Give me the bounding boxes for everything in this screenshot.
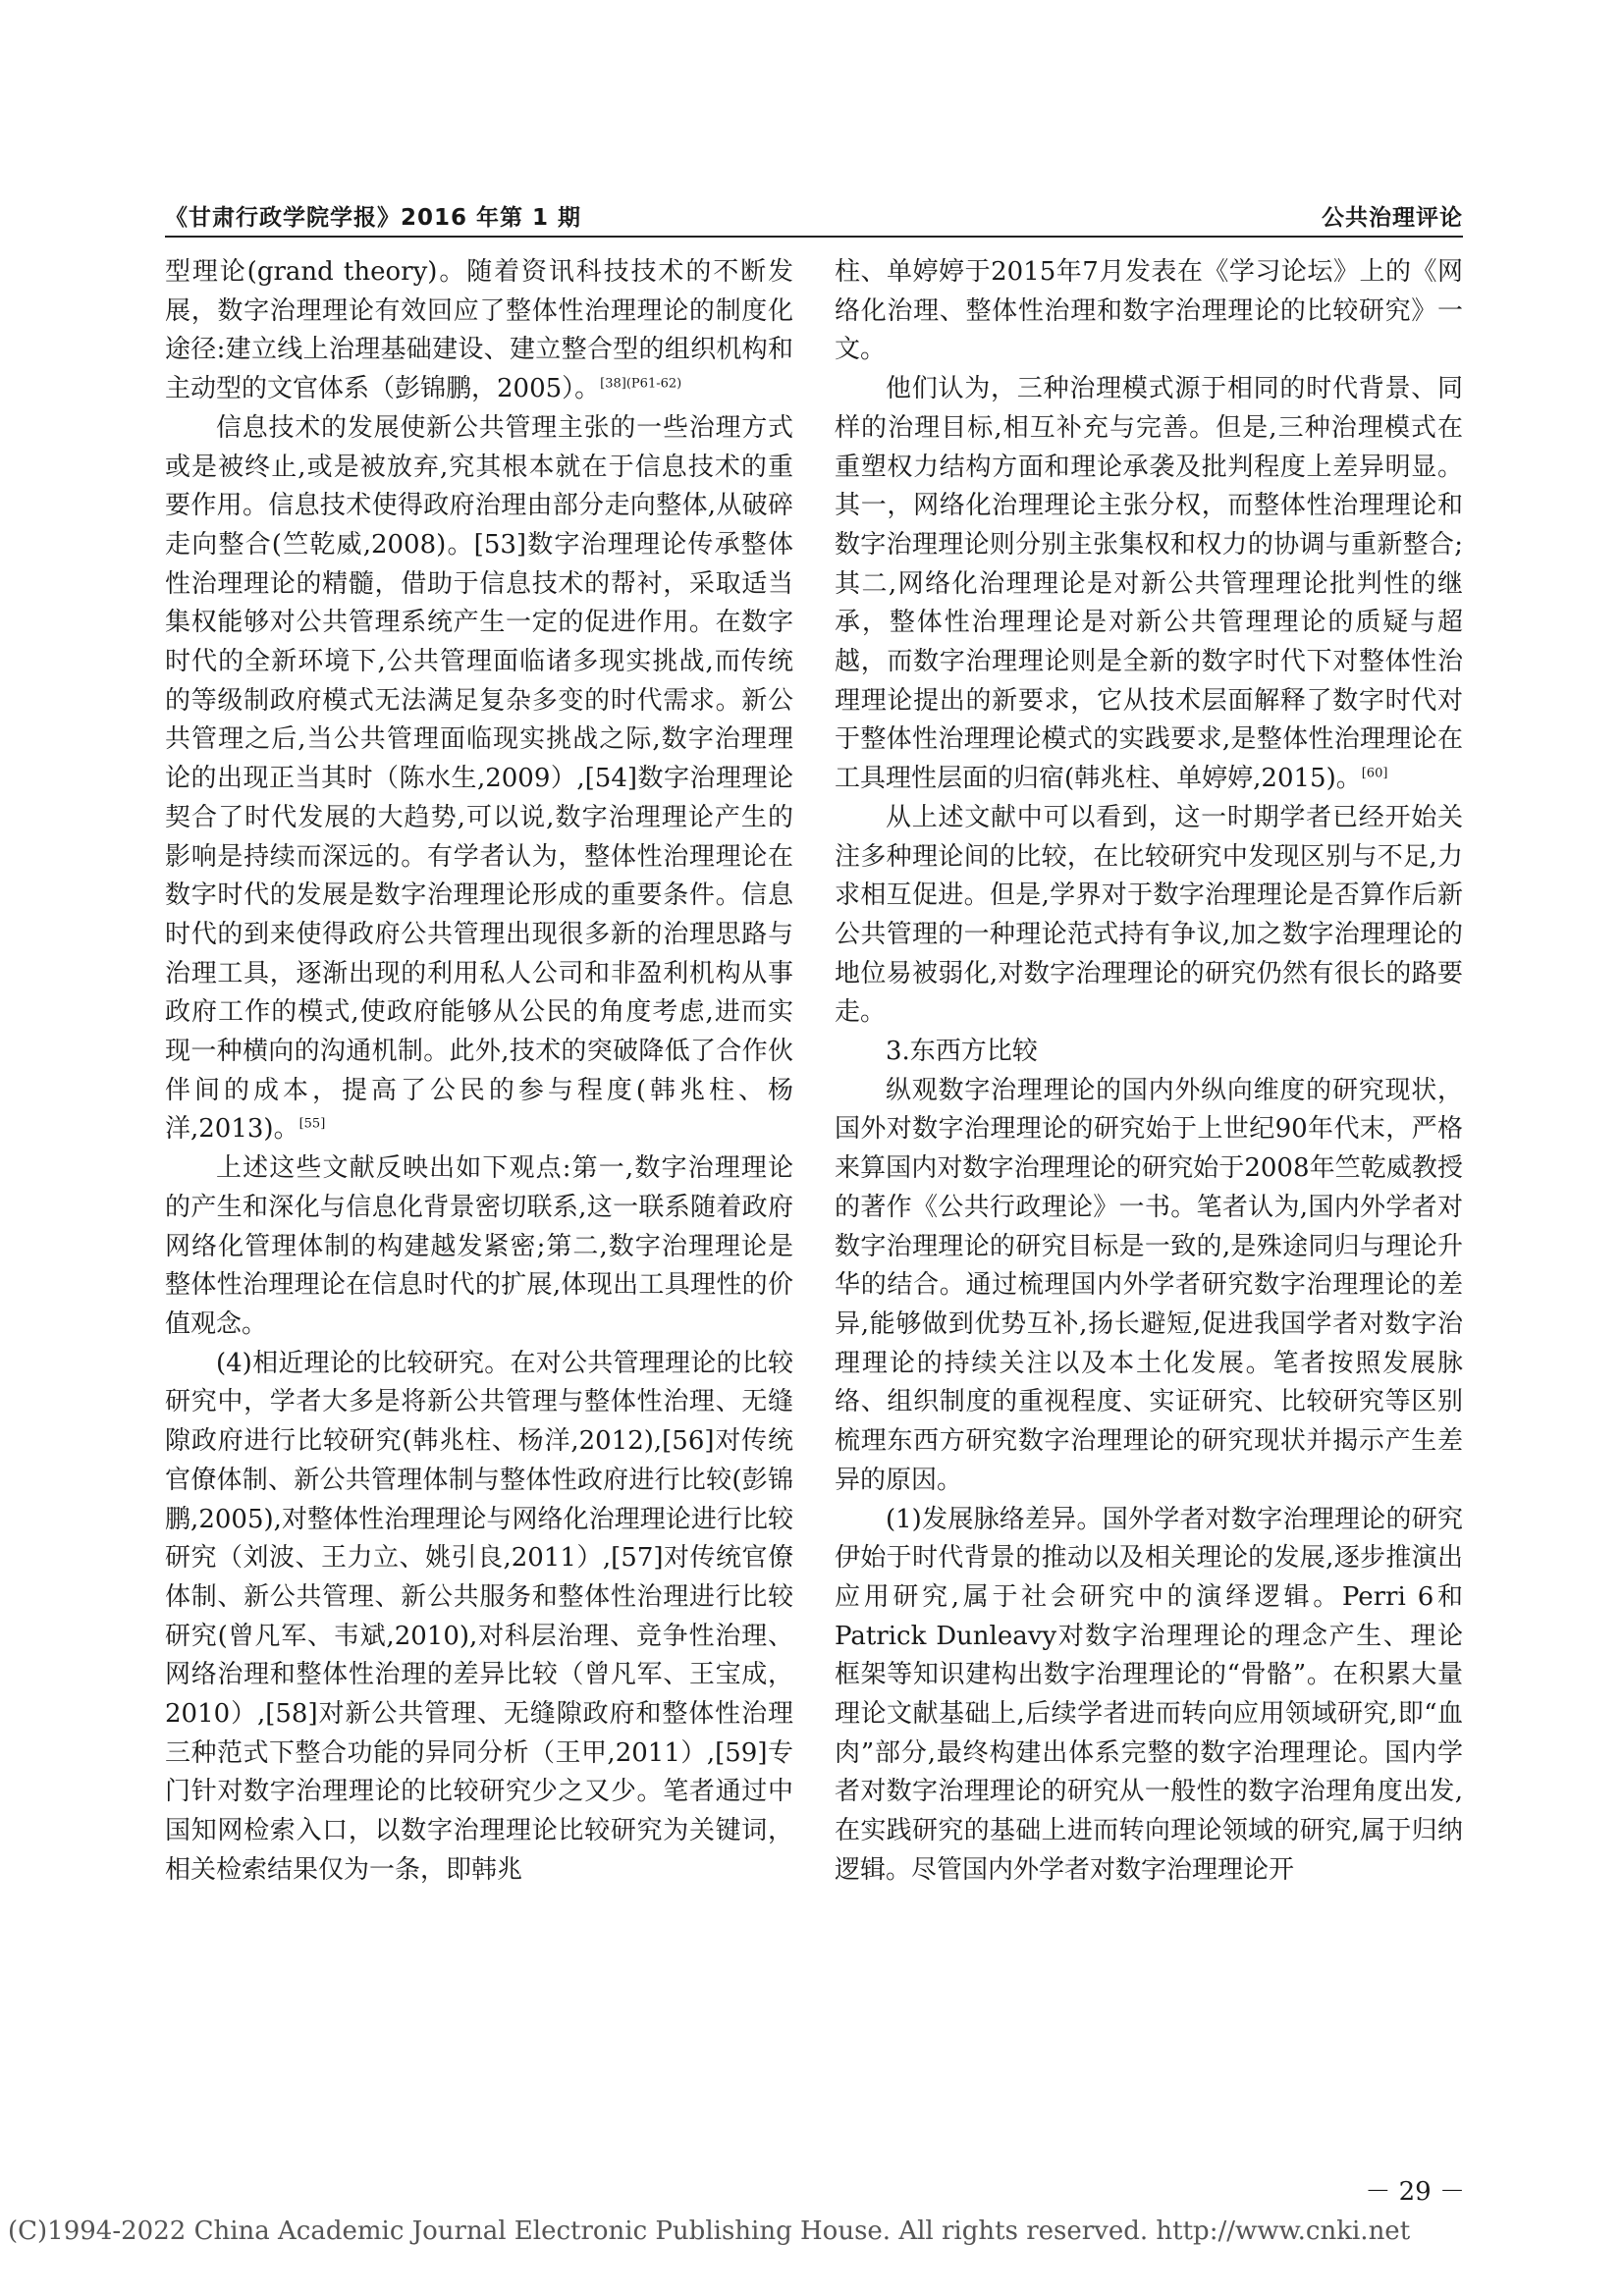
section-title: 公共治理评论 <box>1322 205 1463 231</box>
paragraph: 从上述文献中可以看到，这一时期学者已经开始关注多种理论间的比较，在比较研究中发现区别与不足,力求相互促进。但是,学界对于数字治理理论是否算作后新公共管理的一种理论范式持有争议,加之数字治理理论的地位易被弱化,对数字治理理论的研究仍然有很长的路要走。 <box>835 802 1463 1028</box>
left-column <box>165 253 793 1891</box>
journal-title: 《甘肃行政学院学报》2016 年第 1 期 <box>165 205 582 231</box>
paragraph: 上述这些文献反映出如下观点:第一,数字治理理论的产生和深化与信息化背景密切联系,这一联系随着政府网络化管理体制的构建越发紧密;第二,数字治理理论是整体性治理理论在信息时代的扩展,体现出工具理性的价值观念。 <box>165 1153 793 1339</box>
section-heading: 3.东西方比较 <box>886 1037 1038 1067</box>
right-column <box>835 253 1463 1891</box>
paragraph: 柱、单婷婷于2015年7月发表在《学习论坛》上的《网络化治理、整体性治理和数字治理理论的比较研究》一文。 <box>835 257 1463 365</box>
paragraph: 信息技术的发展使新公共管理主张的一些治理方式或是被终止,或是被放弃,究其根本就在于信息技术的重要作用。信息技术使得政府治理由部分走向整体,从破碎走向整合(竺乾威,2008)。[53]数字治理理论传承整体性治理理论的精髓，借助于信息技术的帮衬，采取适当集权能够对公共管理系统产生一定的促进作用。在数字时代的全新环境下,公共管理面临诸多现实挑战,而传统的等级制政府模式无法满足复杂多变的时代需求。新公共管理之后,当公共管理面临现实挑战之际,数字治理理论的出现正当其时（陈水生,2009）,[54]数字治理理论契合了时代发展的大趋势,可以说,数字治理理论产生的影响是持续而深远的。有学者认为，整体性治理理论在数字时代的发展是数字治理理论形成的重要条件。信息时代的到来使得政府公共管理出现很多新的治理思路与治理工具，逐渐出现的利用私人公司和非盈利机构从事政府工作的模式,使政府能够从公民的角度考虑,进而实现一种横向的沟通机制。此外,技术的突破降低了合作伙伴间的成本，提高了公民的参与程度(韩兆柱、杨洋,2013)。[55] <box>165 412 793 1145</box>
paragraph: 型理论(grand theory)。随着资讯科技技术的不断发展，数字治理理论有效回应了整体性治理理论的制度化途径:建立线上治理基础建设、建立整合型的组织机构和主动型的文官体系（彭锦鹏，2005）。$^{[38](P61-62)}$ <box>165 257 793 404</box>
copyright-footer: (C)1994-2022 China Academic Journal Electronic Publishing House. All rights reserved. http://www.cnki.net <box>8 2216 1411 2246</box>
page-number: － 29 － <box>1365 2177 1465 2207</box>
running-header <box>165 192 1463 232</box>
paragraph: 纵观数字治理理论的国内外纵向维度的研究现状，国外对数字治理理论的研究始于上世纪90年代末，严格来算国内对数字治理理论的研究始于2008年竺乾威教授的著作《公共行政理论》一书。笔者认为,国内外学者对数字治理理论的研究目标是一致的,是殊途同归与理论升华的结合。通过梳理国内外学者研究数字治理理论的差异,能够做到优势互补,扬长避短,促进我国学者对数字治理理论的持续关注以及本土化发展。笔者按照发展脉络、组织制度的重视程度、实证研究、比较研究等区别梳理东西方研究数字治理理论的研究现状并揭示产生差异的原因。 <box>835 1075 1463 1495</box>
header-rule <box>165 236 1463 238</box>
paragraph: (1)发展脉络差异。国外学者对数字治理理论的研究伊始于时代背景的推动以及相关理论的发展,逐步推演出应用研究,属于社会研究中的演绎逻辑。Perri 6和Patrick Dunleavy对数字治理理论的理念产生、理论框架等知识建构出数字治理理论的“骨骼”。在积累大量理论文献基础上,后续学者进而转向应用领域研究,即“血肉”部分,最终构建出体系完整的数字治理理论。国内学者对数字治理理论的研究从一般性的数字治理角度出发,在实践研究的基础上进而转向理论领域的研究,属于归纳逻辑。尽管国内外学者对数字治理理论开 <box>835 1504 1463 1885</box>
paragraph: (4)相近理论的比较研究。在对公共管理理论的比较研究中，学者大多是将新公共管理与整体性治理、无缝隙政府进行比较研究(韩兆柱、杨洋,2012),[56]对传统官僚体制、新公共管理体制与整体性政府进行比较(彭锦鹏,2005),对整体性治理理论与网络化治理理论进行比较研究（刘波、王力立、姚引良,2011）,[57]对传统官僚体制、新公共管理、新公共服务和整体性治理进行比较研究(曾凡军、韦斌,2010),对科层治理、竞争性治理、网络治理和整体性治理的差异比较（曾凡军、王宝成，2010）,[58]对新公共管理、无缝隙政府和整体性治理三种范式下整合功能的异同分析（王甲,2011）,[59]专门针对数字治理理论的比较研究少之又少。笔者通过中国知网检索入口，以数字治理理论比较研究为关键词，相关检索结果仅为一条，即韩兆 <box>165 1348 793 1885</box>
paragraph: 他们认为，三种治理模式源于相同的时代背景、同样的治理目标,相互补充与完善。但是,三种治理模式在重塑权力结构方面和理论承袭及批判程度上差异明显。其一，网络化治理理论主张分权，而整体性治理理论和数字治理理论则分别主张集权和权力的协调与重新整合;其二,网络化治理理论是对新公共管理理论批判性的继承，整体性治理理论是对新公共管理理论的质疑与超越，而数字治理理论则是全新的数字时代下对整体性治理理论提出的新要求，它从技术层面解释了数字时代对于整体性治理理论模式的实践要求,是整体性治理理论在工具理性层面的归宿(韩兆柱、单婷婷,2015)。[60] <box>835 374 1463 794</box>
